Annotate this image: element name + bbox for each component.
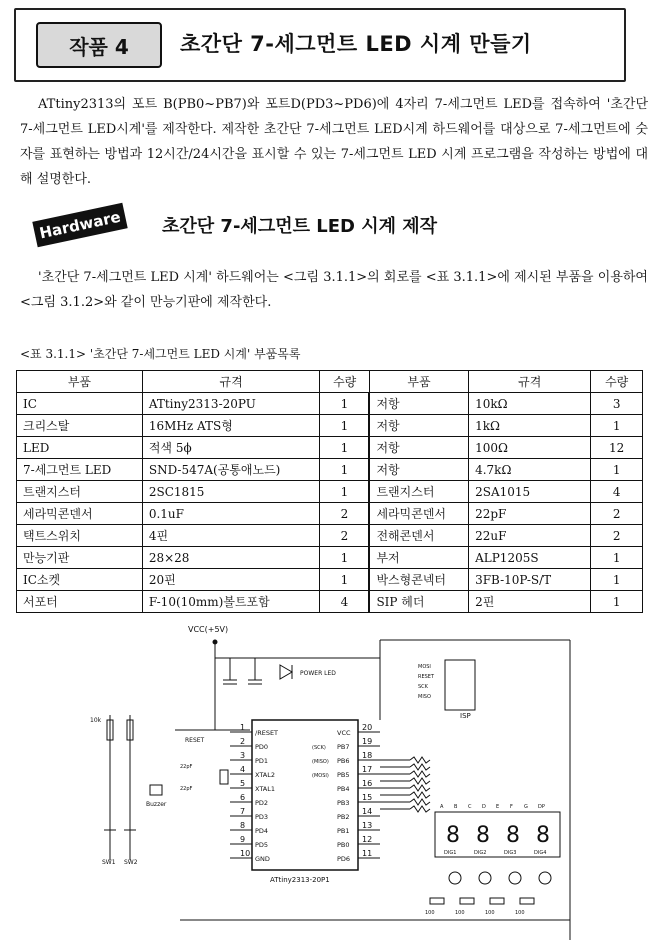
table-cell: 1 bbox=[591, 547, 643, 569]
header-cell: 수량 bbox=[591, 371, 643, 393]
resistor-icon bbox=[460, 898, 474, 904]
resistor-icon bbox=[410, 806, 430, 812]
header-cell: 수량 bbox=[320, 371, 370, 393]
chip-pin-label: /RESET bbox=[255, 729, 279, 737]
table-cell: 1 bbox=[320, 415, 370, 437]
segment-letter: D bbox=[482, 804, 486, 810]
resistor-label: 100 bbox=[515, 910, 525, 916]
circuit-diagram bbox=[80, 620, 580, 940]
table-cell: 전해콘덴서 bbox=[369, 525, 468, 547]
table-cell: 트랜지스터 bbox=[369, 481, 468, 503]
svg-text:22pF: 22pF bbox=[180, 786, 193, 792]
resistor-icon bbox=[410, 778, 430, 784]
svg-text:10k: 10k bbox=[90, 717, 102, 724]
chip-pin-label: PB5 bbox=[337, 771, 350, 779]
seven-segment-digit: 8 bbox=[446, 823, 460, 848]
chip-pin-number: 4 bbox=[240, 765, 246, 774]
chip-pin-label: PD3 bbox=[255, 813, 269, 821]
seven-segment-digit: 8 bbox=[476, 823, 490, 848]
table-cell: 1 bbox=[320, 459, 370, 481]
chip-pin-number: 11 bbox=[362, 849, 373, 858]
digit-label: DIG1 bbox=[444, 850, 457, 856]
svg-text:RESET: RESET bbox=[185, 737, 205, 744]
table-caption: <표 3.1.1> '초간단 7-세그먼트 LED 시계' 부품목록 bbox=[20, 347, 301, 361]
chip-pin-label: PD2 bbox=[255, 799, 269, 807]
table-row bbox=[17, 459, 643, 481]
chip-pin-number: 14 bbox=[362, 807, 373, 816]
isp-header bbox=[445, 660, 475, 710]
hardware-title: 초간단 7-세그먼트 LED 시계 제작 bbox=[162, 216, 438, 237]
table-cell: 22uF bbox=[469, 525, 591, 547]
chip-pin-number: 6 bbox=[240, 793, 246, 802]
resistor-icon bbox=[430, 898, 444, 904]
chip-pin-label: PB2 bbox=[337, 813, 350, 821]
table-cell: 트랜지스터 bbox=[17, 481, 143, 503]
resistor-label: 100 bbox=[485, 910, 495, 916]
svg-text:RESET: RESET bbox=[418, 674, 435, 680]
digit-label: DIG4 bbox=[534, 850, 547, 856]
segment-letter: E bbox=[496, 804, 500, 810]
table-row bbox=[17, 393, 643, 415]
table-row bbox=[17, 481, 643, 503]
table-cell: 1 bbox=[591, 591, 643, 613]
hardware-paragraph: '초간단 7-세그먼트 LED 시계' 하드웨어는 <그림 3.1.1>의 회로를 <표 3.1.1>에 제시된 부품을 이용하여 <그림 3.1.2>와 같이 만능기판에 제작한다. bbox=[20, 270, 648, 310]
table-header-row bbox=[17, 371, 643, 393]
table-cell: 2SC1815 bbox=[142, 481, 320, 503]
table-cell: 택트스위치 bbox=[17, 525, 143, 547]
resistor-icon bbox=[410, 757, 430, 763]
chip-pin-label: PB6 bbox=[337, 757, 350, 765]
table-cell: 2 bbox=[591, 525, 643, 547]
header-cell: 규격 bbox=[142, 371, 320, 393]
transistor-icon bbox=[479, 872, 491, 884]
chip-pin-label: PB1 bbox=[337, 827, 350, 835]
table-cell: 1 bbox=[320, 481, 370, 503]
seven-segment-digit: 8 bbox=[536, 823, 550, 848]
table-cell: 1 bbox=[591, 459, 643, 481]
table-row bbox=[17, 525, 643, 547]
resistor-icon bbox=[410, 764, 430, 770]
buzzer-label: Buzzer bbox=[146, 801, 167, 808]
table-cell: 0.1uF bbox=[142, 503, 320, 525]
chip-pin-number: 9 bbox=[240, 835, 246, 844]
resistor-label: 100 bbox=[425, 910, 435, 916]
table-cell: 16MHz ATS형 bbox=[142, 415, 320, 437]
table-cell: 1 bbox=[320, 569, 370, 591]
chip-pin-number: 20 bbox=[362, 723, 373, 732]
segment-letter: F bbox=[510, 804, 513, 810]
table-cell: 세라믹콘덴서 bbox=[17, 503, 143, 525]
table-cell: 1 bbox=[320, 437, 370, 459]
chip-pin-func: (MISO) bbox=[312, 759, 329, 765]
table-cell: 2핀 bbox=[469, 591, 591, 613]
chip-pin-number: 3 bbox=[240, 751, 246, 760]
power-led-icon bbox=[280, 665, 292, 679]
table-cell: 크리스탈 bbox=[17, 415, 143, 437]
isp-label: ISP bbox=[460, 712, 471, 720]
segment-letter: C bbox=[468, 804, 472, 810]
resistor-icon bbox=[410, 771, 430, 777]
table-cell: ATtiny2313-20PU bbox=[142, 393, 320, 415]
table-cell: 4 bbox=[591, 481, 643, 503]
table-cell: 저항 bbox=[369, 437, 468, 459]
table-row bbox=[17, 547, 643, 569]
crystal-icon bbox=[220, 770, 228, 784]
table-cell: 2SA1015 bbox=[469, 481, 591, 503]
table-cell: 4.7kΩ bbox=[469, 459, 591, 481]
table-cell: 28×28 bbox=[142, 547, 320, 569]
sw2-label: SW2 bbox=[124, 859, 138, 866]
chip-label: ATtiny2313-20P1 bbox=[270, 876, 330, 884]
resistor-icon bbox=[520, 898, 534, 904]
segment-letter: A bbox=[440, 804, 444, 810]
chip-pin-label: PD1 bbox=[255, 757, 269, 765]
table-cell: 10kΩ bbox=[469, 393, 591, 415]
chip-pin-number: 12 bbox=[362, 835, 373, 844]
resistor-icon bbox=[490, 898, 504, 904]
header-cell: 규격 bbox=[469, 371, 591, 393]
chip-pin-func: (MOSI) bbox=[312, 773, 329, 779]
table-cell: 적색 5ϕ bbox=[142, 437, 320, 459]
table-cell: 3FB-10P-S/T bbox=[469, 569, 591, 591]
seven-segment-digit: 8 bbox=[506, 823, 520, 848]
svg-text:MOSI: MOSI bbox=[418, 664, 431, 670]
table-cell: 4 bbox=[320, 591, 370, 613]
table-cell: F-10(10mm)볼트포함 bbox=[142, 591, 320, 613]
resistor-label: 100 bbox=[455, 910, 465, 916]
resistor-icon bbox=[410, 785, 430, 791]
title-box bbox=[14, 8, 626, 82]
chip-pin-number: 10 bbox=[240, 849, 251, 858]
table-cell: 만능기판 bbox=[17, 547, 143, 569]
buzzer-icon bbox=[150, 785, 162, 795]
table-cell: 부저 bbox=[369, 547, 468, 569]
chip-pin-number: 17 bbox=[362, 765, 373, 774]
table-cell: 2 bbox=[320, 503, 370, 525]
table-cell: 1 bbox=[591, 569, 643, 591]
chip-pin-label: PD5 bbox=[255, 841, 269, 849]
table-cell: 7-세그먼트 LED bbox=[17, 459, 143, 481]
intro-paragraph: ATtiny2313의 포트 B(PB0~PB7)와 포트D(PD3~PD6)에 4자리 7-세그먼트 LED를 접속하여 '초간단 7-세그먼트 LED시계'를 제작한다. 제작한 초간단 7-세그먼트 LED시계 하드웨어를 대상으로 7-세그먼트에 숫자를 표현하는 방법과 12시간/24시간을 표시할 수 있는 7-세그먼트 LED 시계 프로그램을 작성하는 방법에 대해 설명한다. bbox=[20, 97, 648, 187]
chip-pin-number: 2 bbox=[240, 737, 246, 746]
chip-pin-number: 1 bbox=[240, 723, 246, 732]
chip-pin-label: PD0 bbox=[255, 743, 269, 751]
table-row bbox=[17, 415, 643, 437]
table-cell: 저항 bbox=[369, 415, 468, 437]
vcc-label: VCC(+5V) bbox=[188, 625, 229, 634]
table-cell: 100Ω bbox=[469, 437, 591, 459]
svg-text:SCK: SCK bbox=[418, 684, 428, 690]
table-cell: LED bbox=[17, 437, 143, 459]
table-cell: 박스형콘넥터 bbox=[369, 569, 468, 591]
sw1-label: SW1 bbox=[102, 859, 116, 866]
table-cell: 2 bbox=[320, 525, 370, 547]
chip-pin-label: XTAL1 bbox=[255, 785, 276, 793]
chip-pin-label: VCC bbox=[337, 729, 351, 737]
table-cell: 1kΩ bbox=[469, 415, 591, 437]
chip-pin-number: 8 bbox=[240, 821, 246, 830]
table-cell: 저항 bbox=[369, 459, 468, 481]
table-cell: 1 bbox=[320, 547, 370, 569]
table-row bbox=[17, 437, 643, 459]
table-cell: 1 bbox=[591, 415, 643, 437]
resistor-icon bbox=[410, 792, 430, 798]
table-cell: IC소켓 bbox=[17, 569, 143, 591]
chip-pin-number: 18 bbox=[362, 751, 373, 760]
digit-label: DIG3 bbox=[504, 850, 517, 856]
chip-pin-label: XTAL2 bbox=[255, 771, 276, 779]
table-cell: 서포터 bbox=[17, 591, 143, 613]
chip-pin-func: (SCK) bbox=[312, 745, 326, 751]
chip-pin-number: 13 bbox=[362, 821, 373, 830]
segment-letter: B bbox=[454, 804, 458, 810]
vcc-node bbox=[213, 640, 217, 644]
chip-pin-number: 7 bbox=[240, 807, 246, 816]
table-cell: 세라믹콘덴서 bbox=[369, 503, 468, 525]
transistor-icon bbox=[449, 872, 461, 884]
table-row bbox=[17, 591, 643, 613]
resistor-icon bbox=[410, 799, 430, 805]
chip-pin-label: PB7 bbox=[337, 743, 350, 751]
page-title: 초간단 7-세그먼트 LED 시계 만들기 bbox=[180, 32, 532, 56]
svg-text:MISO: MISO bbox=[418, 694, 431, 700]
chip-pin-label: PB3 bbox=[337, 799, 350, 807]
table-cell: 4핀 bbox=[142, 525, 320, 547]
chip-pin-label: PB4 bbox=[337, 785, 350, 793]
table-cell: IC bbox=[17, 393, 143, 415]
chip-pin-number: 19 bbox=[362, 737, 373, 746]
table-row bbox=[17, 569, 643, 591]
chip-pin-label: GND bbox=[255, 855, 270, 863]
table-cell: 12 bbox=[591, 437, 643, 459]
table-cell: SND-547A(공통애노드) bbox=[142, 459, 320, 481]
transistor-icon bbox=[509, 872, 521, 884]
table-row bbox=[17, 503, 643, 525]
chip-pin-label: PD6 bbox=[337, 855, 351, 863]
segment-letter: DP bbox=[538, 804, 545, 810]
table-cell: 저항 bbox=[369, 393, 468, 415]
header-cell: 부품 bbox=[369, 371, 468, 393]
table-cell: SIP 헤더 bbox=[369, 591, 468, 613]
table-cell: 22pF bbox=[469, 503, 591, 525]
chip-pin-label: PB0 bbox=[337, 841, 350, 849]
chip-pin-label: PD4 bbox=[255, 827, 269, 835]
hardware-tag: Hardware bbox=[32, 203, 127, 248]
segment-letter: G bbox=[524, 804, 528, 810]
chip-pin-number: 16 bbox=[362, 779, 373, 788]
table-cell: 2 bbox=[591, 503, 643, 525]
parts-table bbox=[16, 370, 643, 613]
table-cell: ALP1205S bbox=[469, 547, 591, 569]
project-tag: 작품 4 bbox=[36, 22, 162, 68]
power-led-label: POWER LED bbox=[300, 670, 336, 677]
chip-pin-number: 15 bbox=[362, 793, 373, 802]
transistor-icon bbox=[539, 872, 551, 884]
table-cell: 20핀 bbox=[142, 569, 320, 591]
digit-label: DIG2 bbox=[474, 850, 487, 856]
header-cell: 부품 bbox=[17, 371, 143, 393]
table-cell: 1 bbox=[320, 393, 370, 415]
svg-text:22pF: 22pF bbox=[180, 764, 193, 770]
chip-pin-number: 5 bbox=[240, 779, 246, 788]
table-cell: 3 bbox=[591, 393, 643, 415]
